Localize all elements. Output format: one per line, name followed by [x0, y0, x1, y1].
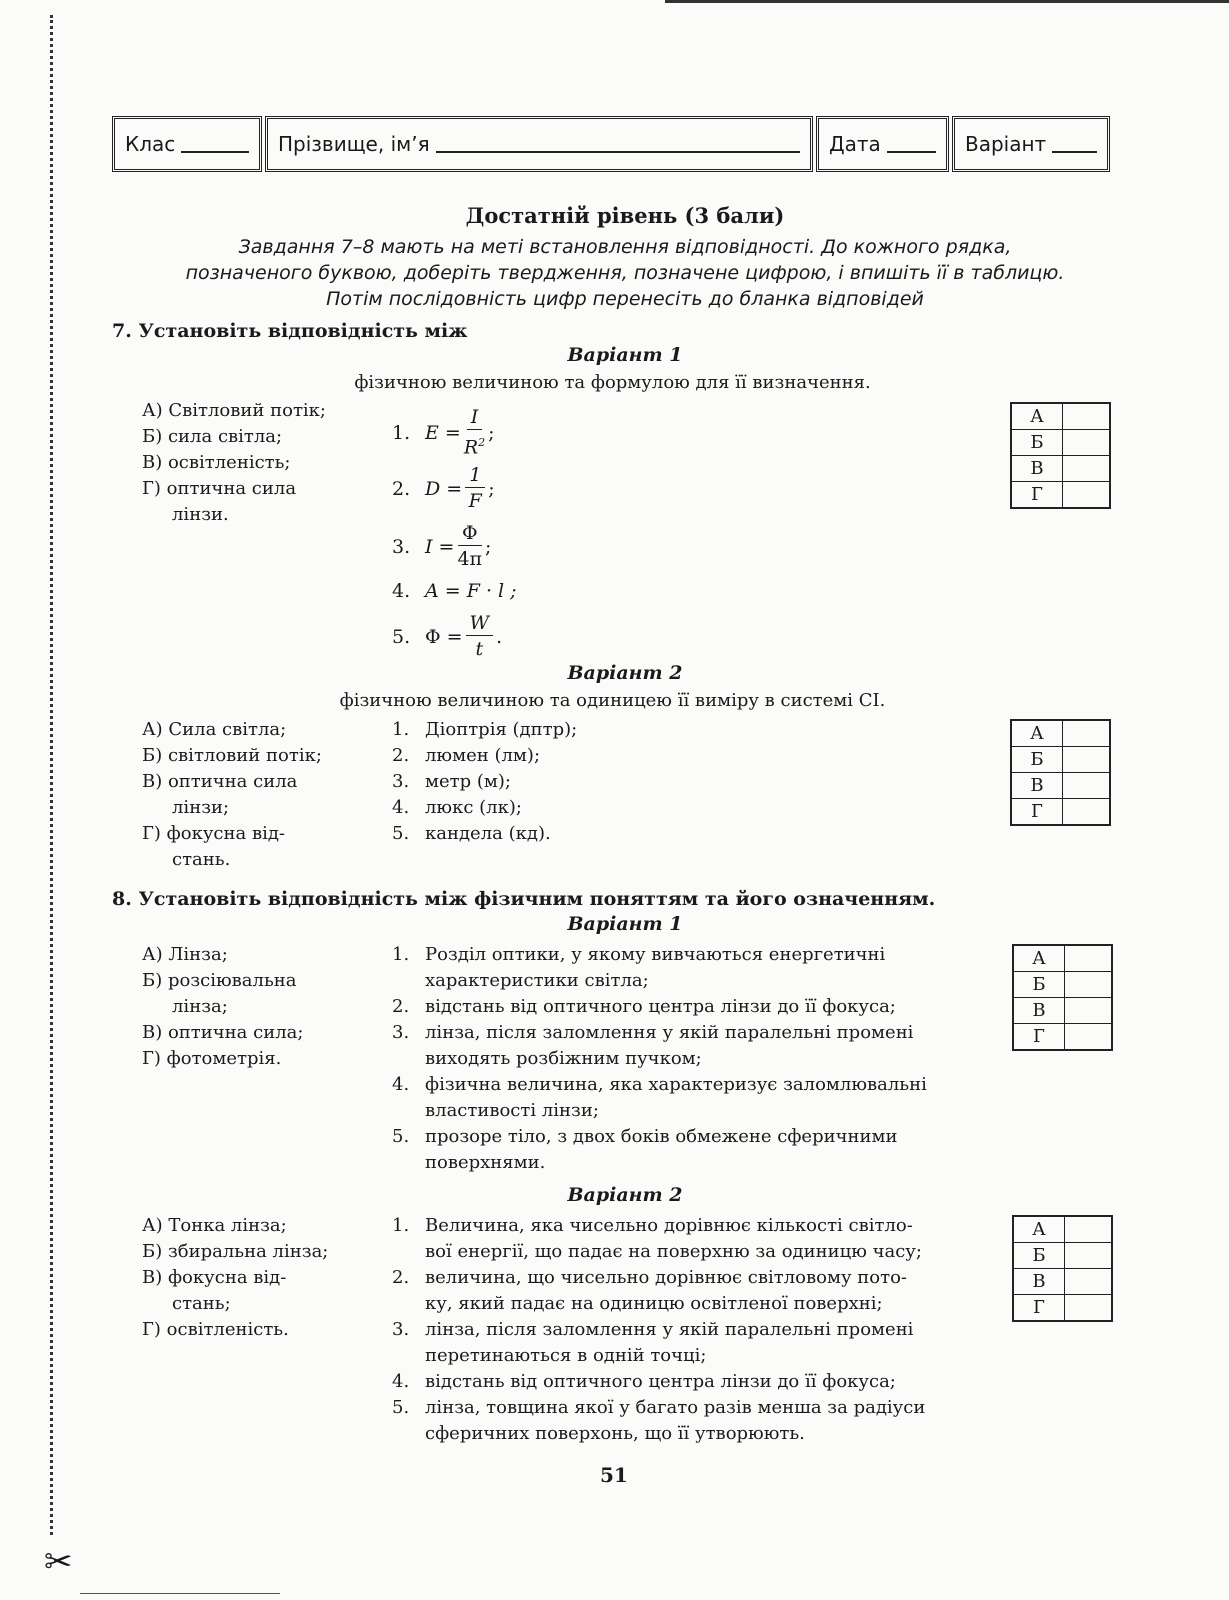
page-number: 51: [600, 1463, 628, 1487]
list-item-cont: перетинаються в одній точці;: [425, 1345, 707, 1366]
variant-subtitle: фізичною величиною та формулою для її визначення.: [354, 372, 871, 393]
instruction-line-1: Завдання 7–8 мають на меті встановлення відповідності. До кожного рядка,: [238, 236, 1012, 258]
list-item: 5. прозоре тіло, з двох боків обмежене сферичними: [392, 1126, 898, 1147]
q8-v2-right-list: [392, 1213, 925, 1447]
q7-v1-left-list: [142, 398, 326, 528]
list-item-cont: характеристики світла;: [425, 970, 649, 991]
answer-cell[interactable]: [1063, 430, 1111, 456]
list-item: 3. метр (м);: [392, 771, 511, 792]
list-item: Б) сила світла;: [142, 426, 283, 447]
list-item: Г) фотометрія.: [142, 1048, 282, 1069]
answer-cell[interactable]: [1065, 1216, 1113, 1243]
list-item: 1. Розділ оптики, у якому вивчаються енергетичні: [392, 944, 886, 965]
answer-cell[interactable]: [1063, 747, 1111, 773]
list-item: В) оптична сила: [142, 771, 298, 792]
list-item: Б) розсіювальна: [142, 970, 297, 991]
answer-cell[interactable]: [1063, 720, 1111, 747]
answer-cell[interactable]: [1065, 1295, 1113, 1322]
list-item: 1. Величина, яка чисельно дорівнює кількості світло-: [392, 1215, 913, 1236]
scissors-icon: ✂: [44, 1542, 73, 1582]
list-item: 5. лінза, товщина якої у багато разів менша за радіуси: [392, 1397, 926, 1418]
date-field[interactable]: [816, 116, 949, 172]
answer-cell[interactable]: [1065, 1269, 1113, 1295]
question-text: Установіть відповідність між фізичним поняттям та його означенням.: [138, 888, 936, 910]
instruction-line-3: Потім послідовність цифр перенесіть до бланка відповідей: [326, 288, 924, 310]
list-item: В) освітленість;: [142, 452, 291, 473]
answer-cell[interactable]: [1063, 773, 1111, 799]
answer-cell[interactable]: [1063, 482, 1111, 509]
list-item: А) Лінза;: [142, 944, 228, 965]
list-item: Б) збиральна лінза;: [142, 1241, 329, 1262]
variant-title: Варіант 2: [567, 1184, 683, 1206]
top-border-line: [665, 0, 1229, 3]
list-item-cont: поверхнями.: [425, 1152, 546, 1173]
question-number: 8.: [112, 888, 132, 910]
question-8: [112, 888, 935, 910]
answer-cell[interactable]: [1065, 1024, 1113, 1051]
list-item-cont: виходять розбіжним пучком;: [425, 1048, 702, 1069]
list-item: лінзи.: [172, 504, 229, 525]
list-item: 5. кандела (кд).: [392, 823, 551, 844]
question-number: 7.: [112, 320, 132, 342]
list-item-cont: сферичних поверхонь, що її утворюють.: [425, 1423, 805, 1444]
formula-3: 3. I = $\frac{\Phi}{4\pi}$ ;: [392, 522, 492, 570]
list-item: 3. лінза, після заломлення у якій паралельні промені: [392, 1319, 914, 1340]
q8-v2-left-list: [142, 1213, 328, 1343]
list-item: А) Тонка лінза;: [142, 1215, 287, 1236]
list-item: Г) фокусна від-: [142, 823, 286, 844]
list-item: Б) світловий потік;: [142, 745, 322, 766]
student-info-header: [112, 116, 1136, 172]
variant-title: Варіант 2: [567, 662, 683, 684]
answer-cell[interactable]: [1063, 799, 1111, 826]
section-title: Достатній рівень (3 бали): [465, 203, 785, 228]
question-text: Установіть відповідність між: [138, 320, 468, 342]
list-item: 3. лінза, після заломлення у якій паралельні промені: [392, 1022, 914, 1043]
list-item: стань.: [172, 849, 231, 870]
list-item: А) Сила світла;: [142, 719, 287, 740]
list-item-cont: ку, який падає на одиницю освітленої поверхні;: [425, 1293, 883, 1314]
class-field[interactable]: [112, 116, 262, 172]
list-item: Г) оптична сила: [142, 478, 297, 499]
question-7: [112, 320, 467, 342]
variant-label: Варіант: [965, 132, 1047, 156]
name-field[interactable]: [265, 116, 813, 172]
answer-cell[interactable]: [1065, 1243, 1113, 1269]
answer-cell[interactable]: [1063, 403, 1111, 430]
formula-5: 5. Φ = $\frac{W}{t}$ .: [392, 612, 503, 660]
list-item: 1. Діоптрія (дптр);: [392, 719, 578, 740]
list-item: А) Світловий потік;: [142, 400, 326, 421]
date-label: Дата: [829, 132, 881, 156]
q8-v1-right-list: [392, 942, 927, 1176]
list-item: 2. величина, що чисельно дорівнює світловому пото-: [392, 1267, 908, 1288]
name-label: Прізвище, ім’я: [278, 132, 430, 156]
formula-2: 2. D = $\frac{1}{F}$ ;: [392, 464, 495, 512]
variant-title: Варіант 1: [567, 913, 683, 935]
instruction-line-2: позначеного буквою, доберіть твердження, позначене цифрою, і впишіть її в таблицю.: [185, 262, 1065, 284]
answer-cell[interactable]: [1063, 456, 1111, 482]
answer-cell[interactable]: [1065, 945, 1113, 972]
list-item: 2. відстань від оптичного центра лінзи до її фокуса;: [392, 996, 896, 1017]
list-item: 2. люмен (лм);: [392, 745, 541, 766]
answer-table: А Б В Г: [1012, 944, 1113, 1051]
bottom-border-line: [80, 1593, 280, 1594]
q8-v1-left-list: [142, 942, 303, 1072]
answer-cell[interactable]: [1065, 998, 1113, 1024]
variant-title: Варіант 1: [567, 344, 683, 366]
class-label: Клас: [125, 132, 176, 156]
list-item-cont: вої енергії, що падає на поверхню за одиницю часу;: [425, 1241, 922, 1262]
list-item: лінза;: [172, 996, 228, 1017]
answer-table: А Б В Г: [1010, 402, 1111, 509]
list-item: В) фокусна від-: [142, 1267, 287, 1288]
q7-v2-left-list: [142, 717, 322, 873]
list-item: Г) освітленість.: [142, 1319, 289, 1340]
variant-subtitle: фізичною величиною та одиницею її виміру в системі СІ.: [339, 690, 886, 711]
formula-4: 4. A = F · l ;: [392, 580, 517, 602]
formula-1: 1. E = $\frac{I}{R^2}$ ;: [392, 406, 495, 459]
list-item: лінзи;: [172, 797, 230, 818]
list-item: стань;: [172, 1293, 231, 1314]
list-item: 4. фізична величина, яка характеризує заломлювальні: [392, 1074, 927, 1095]
list-item: 4. люкс (лк);: [392, 797, 522, 818]
list-item-cont: властивості лінзи;: [425, 1100, 599, 1121]
answer-table: А Б В Г: [1010, 719, 1111, 826]
variant-field[interactable]: [952, 116, 1110, 172]
list-item: 4. відстань від оптичного центра лінзи до її фокуса;: [392, 1371, 896, 1392]
q7-v2-right-list: [392, 717, 577, 847]
answer-table: А Б В Г: [1012, 1215, 1113, 1322]
list-item: В) оптична сила;: [142, 1022, 304, 1043]
answer-cell[interactable]: [1065, 972, 1113, 998]
